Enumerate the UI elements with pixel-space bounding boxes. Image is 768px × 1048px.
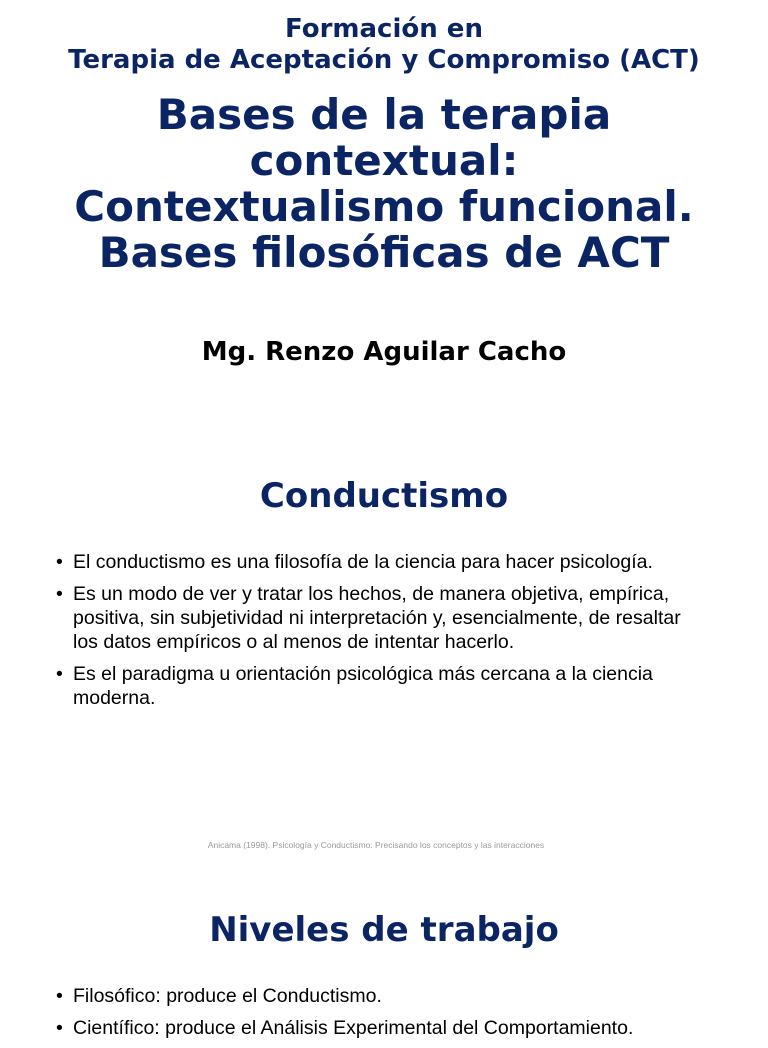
slide-title: Niveles de trabajo xyxy=(209,910,559,950)
presentation-title-line-2: contextual: xyxy=(249,136,519,185)
presentation-title xyxy=(20,92,748,276)
author-name: Mg. Renzo Aguilar Cacho xyxy=(201,337,567,367)
title-slide xyxy=(0,0,768,420)
presentation-title-line-1: Bases de la terapia xyxy=(156,90,612,139)
course-title-line-1: Formación en xyxy=(285,14,483,44)
bullet-item: • Científico: produce el Análisis Experimental del Comportamiento. xyxy=(56,1016,706,1040)
bullet-list xyxy=(56,550,706,718)
bullet-list xyxy=(56,984,706,1048)
bullet-item: • Filosófico: produce el Conductismo. xyxy=(56,984,706,1008)
bullet-item: • Es un modo de ver y tratar los hechos, de manera objetiva, empírica, positiva, sin subjetividad ni interpretación y, esencialmente, de resaltar los datos empíricos o al menos de intentar hacerlo. xyxy=(56,582,706,654)
course-title-line-2: Terapia de Aceptación y Compromiso (ACT) xyxy=(68,45,700,75)
presentation-title-line-3: Contextualismo funcional. xyxy=(74,182,694,231)
niveles-slide xyxy=(0,880,768,1039)
citation: Anicama (1998). Psicología y Conductismo: Precisando los conceptos y las interacciones xyxy=(207,840,545,850)
bullet-item: • El conductismo es una filosofía de la ciencia para hacer psicología. xyxy=(56,550,706,574)
conductismo-slide xyxy=(0,446,768,866)
bullet-item: • Es el paradigma u orientación psicológica más cercana a la ciencia moderna. xyxy=(56,662,706,710)
course-title xyxy=(0,14,768,76)
slide-title: Conductismo xyxy=(259,476,509,516)
presentation-title-line-4: Bases filosóficas de ACT xyxy=(98,228,670,277)
